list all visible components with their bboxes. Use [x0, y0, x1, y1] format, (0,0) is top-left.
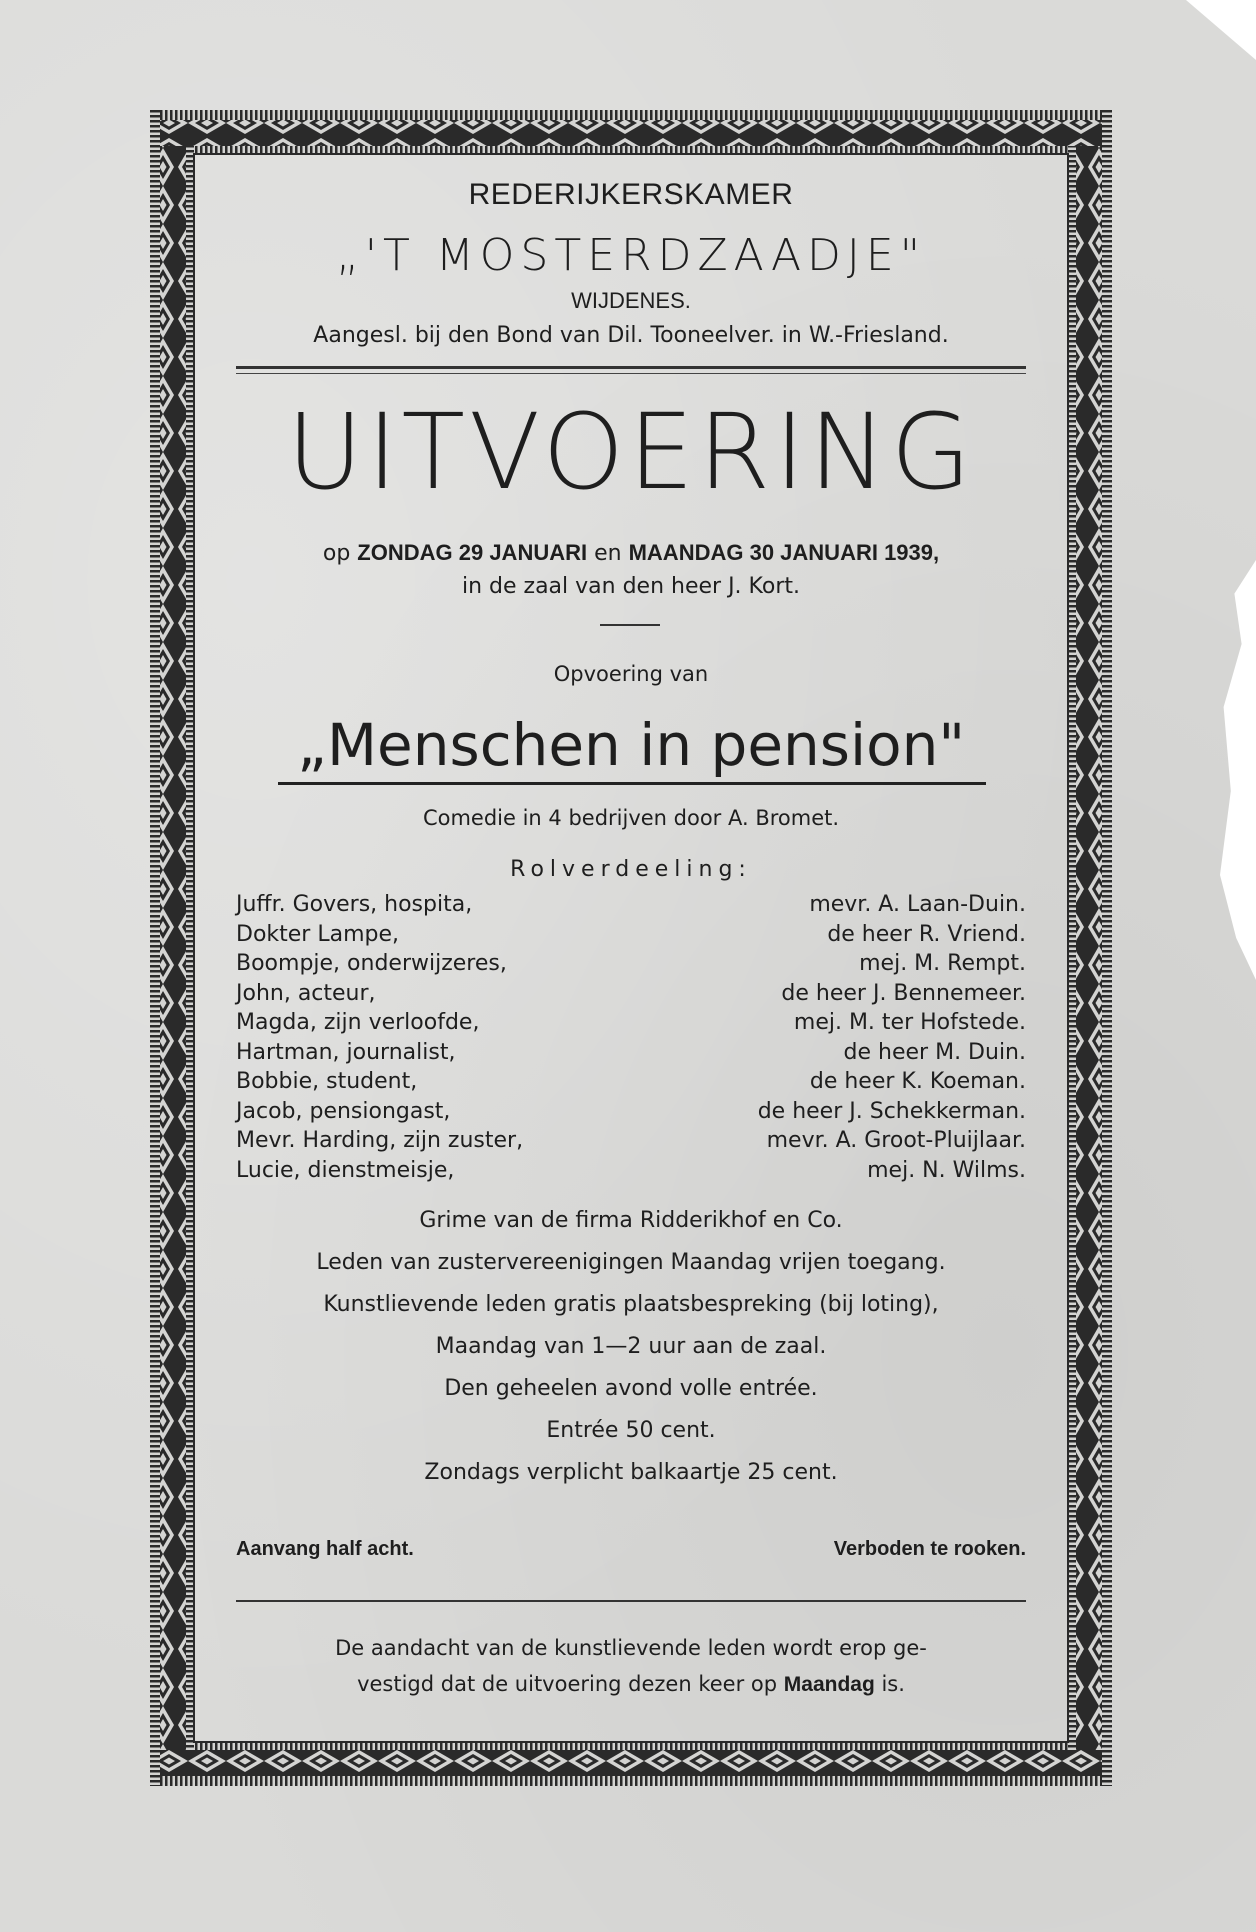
- cast-list: [236, 890, 1026, 1185]
- cast-role: Bobbie, student,: [236, 1069, 418, 1094]
- cast-actor: de heer J. Schekkerman.: [757, 1098, 1026, 1124]
- cast-actor: de heer M. Duin.: [843, 1039, 1026, 1065]
- note-line: Entrée 50 cent.: [546, 1418, 716, 1443]
- note-line: Kunstlievende leden gratis plaatsbespreking (bij loting),: [323, 1292, 939, 1317]
- closing-line-2-bold: Maandag: [783, 1673, 875, 1696]
- cast-role: Dokter Lampe,: [236, 921, 400, 947]
- cast-role: Boompje, onderwijzeres,: [236, 951, 507, 976]
- notes-list: [236, 1200, 1026, 1494]
- affiliation-line: Aangesl. bij den Bond van Dil. Tooneelver. in W.-Friesland.: [313, 323, 949, 348]
- dates-and: en: [594, 541, 622, 566]
- closing-line-2-post: is.: [881, 1672, 905, 1696]
- society-name: „'T MOSTERDZAADJE": [336, 230, 926, 281]
- closing-notice: [236, 1630, 1026, 1703]
- event-dates: [236, 540, 1026, 566]
- cast-row: [236, 1067, 1026, 1097]
- cast-actor: de heer J. Bennemeer.: [781, 980, 1026, 1006]
- note-line: Zondags verplicht balkaartje 25 cent.: [424, 1460, 838, 1485]
- poster-content: [236, 160, 1026, 1720]
- divider-thick: [236, 366, 1026, 369]
- closing-line-2-pre: vestigd dat de uitvoering dezen keer op: [357, 1672, 778, 1696]
- cast-actor: mej. M. ter Hofstede.: [793, 1010, 1026, 1035]
- cast-row: [236, 890, 1026, 920]
- cast-role: Juffr. Govers, hospita,: [236, 892, 473, 917]
- play-subtitle: Comedie in 4 bedrijven door A. Bromet.: [422, 806, 840, 830]
- divider-thin: [236, 373, 1026, 374]
- cast-row: [236, 979, 1026, 1009]
- note-line: Leden van zustervereenigingen Maandag vrijen toegang.: [316, 1250, 946, 1275]
- cast-role: Mevr. Harding, zijn zuster,: [236, 1128, 524, 1153]
- note-line: Maandag van 1—2 uur aan de zaal.: [435, 1334, 827, 1359]
- cast-actor: mej. M. Rempt.: [859, 951, 1026, 976]
- dates-prefix: op: [322, 541, 351, 566]
- cast-actor: mej. N. Wilms.: [867, 1157, 1026, 1183]
- cast-row: [236, 1156, 1026, 1186]
- place-label: WIJDENES.: [571, 288, 691, 313]
- cast-role: Jacob, pensiongast,: [236, 1098, 451, 1124]
- cast-actor: de heer K. Koeman.: [809, 1069, 1026, 1094]
- cast-role: John, acteur,: [236, 980, 376, 1006]
- cast-row: [236, 1008, 1026, 1038]
- note-line: Den geheelen avond volle entrée.: [444, 1376, 818, 1401]
- headline: UITVOERING: [286, 391, 976, 513]
- cast-row: [236, 1097, 1026, 1127]
- cast-role: Hartman, journalist,: [236, 1039, 456, 1065]
- cast-row: [236, 1038, 1026, 1068]
- date-monday: MAANDAG 30 JANUARI 1939,: [628, 540, 940, 565]
- no-smoking-notice: Verboden te rooken.: [833, 1538, 1026, 1560]
- cast-actor: mevr. A. Groot-Pluijlaar.: [766, 1128, 1026, 1153]
- closing-line-2: [236, 1666, 1026, 1703]
- start-time: Aanvang half acht.: [236, 1538, 414, 1560]
- cast-actor: de heer R. Vriend.: [827, 921, 1026, 947]
- cast-row: [236, 920, 1026, 950]
- cast-role: Magda, zijn verloofde,: [236, 1010, 480, 1035]
- cast-row: [236, 1126, 1026, 1156]
- short-divider: [600, 624, 660, 626]
- cast-heading: Rolverdeeling:: [510, 857, 752, 882]
- venue-line: in de zaal van den heer J. Kort.: [461, 574, 800, 599]
- cast-row: [236, 949, 1026, 979]
- date-sunday: ZONDAG 29 JANUARI: [357, 540, 588, 565]
- cast-role: Lucie, dienstmeisje,: [236, 1157, 455, 1183]
- closing-line-1: De aandacht van de kunstlievende leden wordt erop ge-: [335, 1636, 927, 1660]
- play-intro: Opvoering van: [553, 662, 709, 686]
- note-line: Grime van de firma Ridderikhof en Co.: [419, 1208, 843, 1233]
- cast-actor: mevr. A. Laan-Duin.: [809, 892, 1026, 917]
- play-title: „Menschen in pension": [296, 711, 966, 779]
- title-underline: [278, 782, 986, 785]
- footer-divider: [236, 1600, 1026, 1602]
- society-label: REDERIJKERSKAMER: [468, 178, 794, 211]
